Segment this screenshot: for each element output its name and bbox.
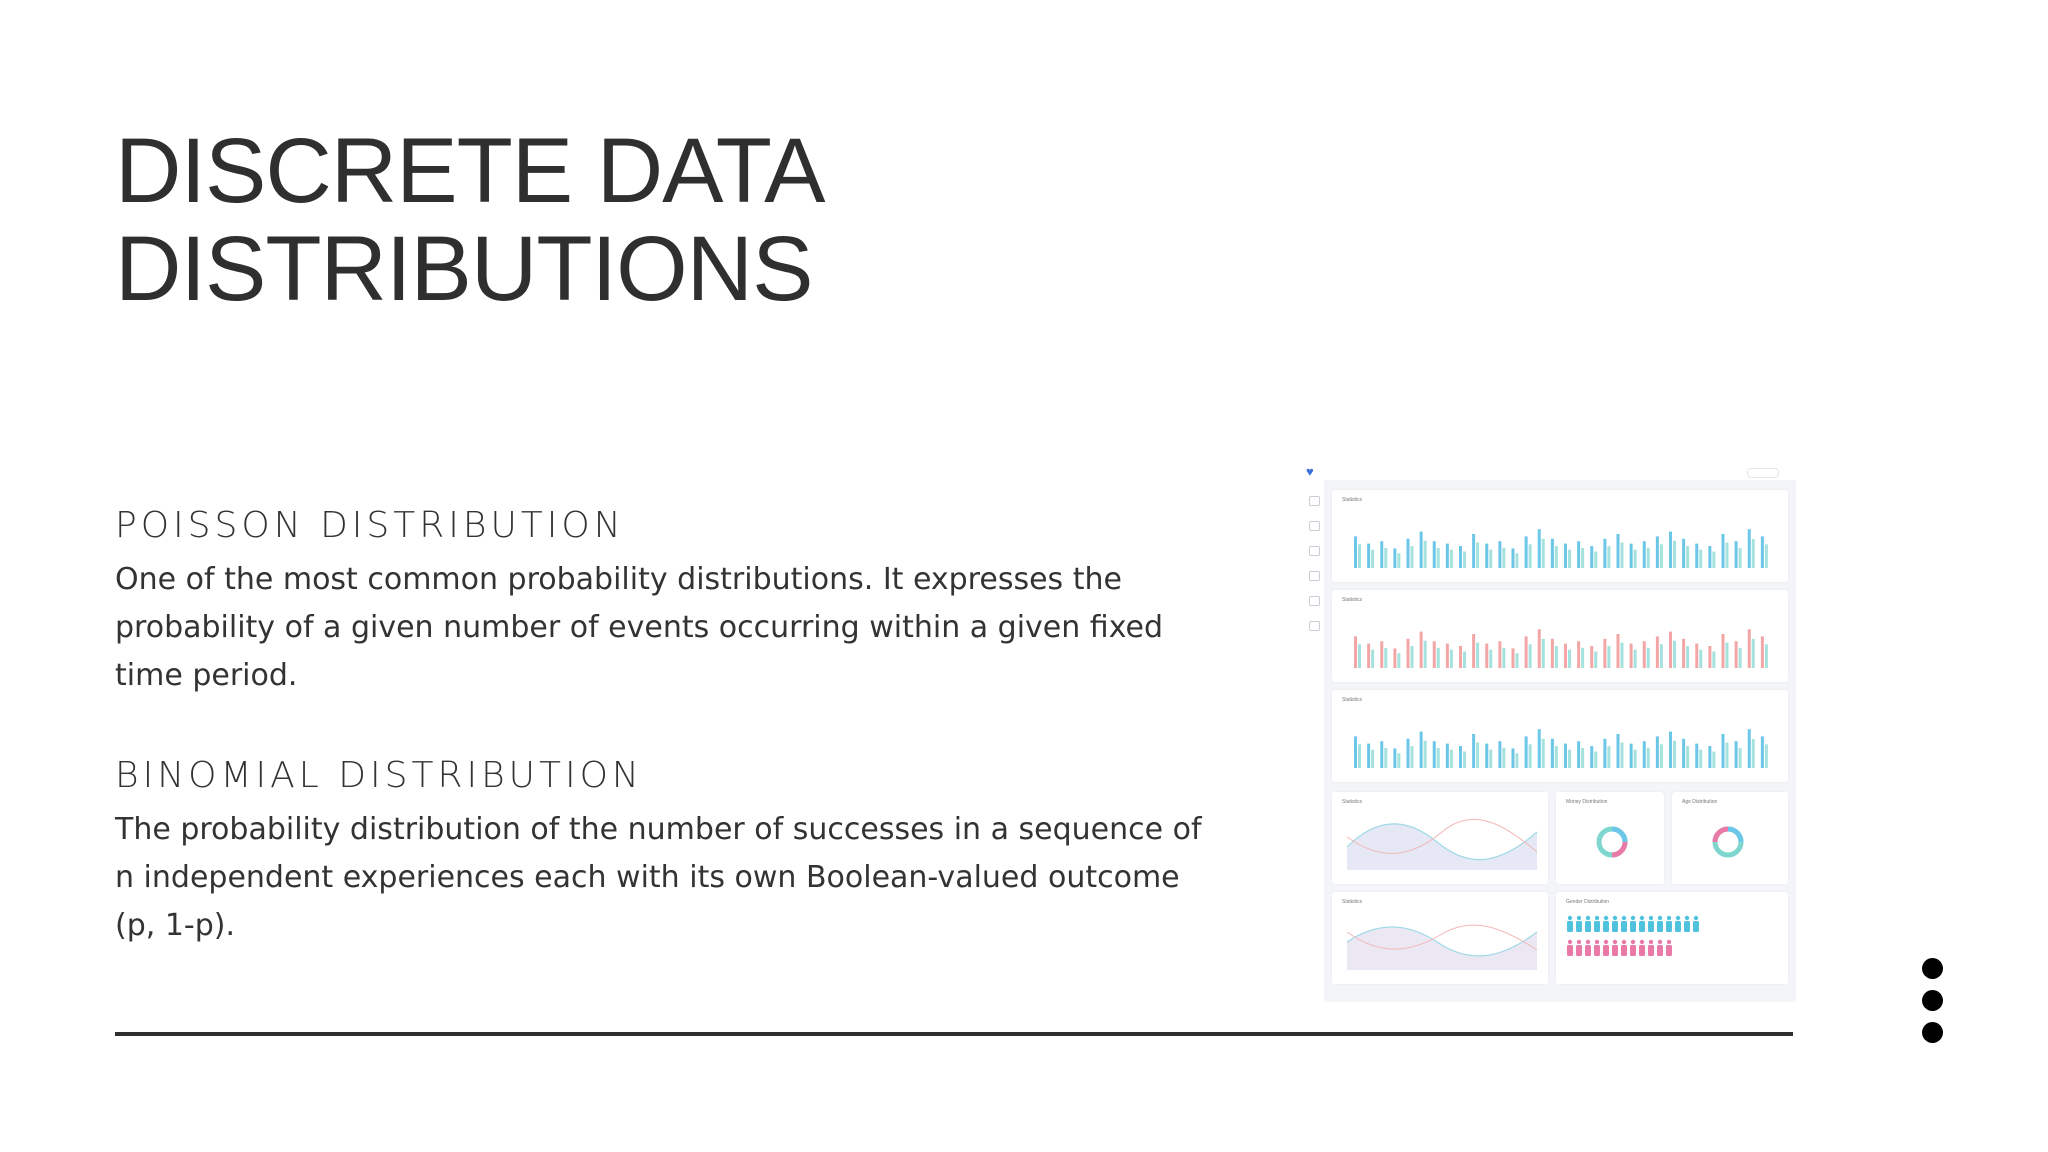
person-icon: [1603, 916, 1609, 932]
stats-card-pink: [1332, 590, 1788, 682]
bar: [1516, 753, 1519, 768]
bar: [1660, 744, 1663, 768]
bar: [1568, 750, 1571, 768]
bar: [1407, 639, 1410, 668]
bar: [1538, 529, 1541, 568]
slide-title-line-1: DISCRETE DATA: [115, 120, 825, 222]
bar: [1708, 746, 1711, 768]
bar: [1354, 536, 1357, 568]
bar: [1722, 734, 1725, 768]
bar: [1450, 750, 1453, 768]
person-icon: [1585, 916, 1591, 932]
poisson-heading: POISSON DISTRIBUTION: [115, 505, 625, 546]
card-title: Statistics: [1342, 697, 1363, 703]
bar: [1617, 734, 1620, 768]
bar: [1660, 644, 1663, 668]
bar: [1367, 544, 1370, 568]
person-icon: [1567, 940, 1573, 956]
bar: [1358, 644, 1361, 668]
bar: [1538, 729, 1541, 768]
bar-chart: [1332, 490, 1788, 582]
bar: [1726, 543, 1729, 569]
bar: [1607, 646, 1610, 668]
bar: [1581, 648, 1584, 668]
bar: [1712, 752, 1715, 769]
bar: [1735, 541, 1738, 568]
bar: [1512, 748, 1515, 768]
bar: [1564, 744, 1567, 768]
bar: [1437, 548, 1440, 568]
bar: [1748, 529, 1751, 568]
person-icon: [1612, 940, 1618, 956]
bar: [1380, 741, 1383, 768]
bar: [1411, 646, 1414, 668]
bar: [1682, 639, 1685, 668]
bar: [1669, 532, 1672, 568]
bar: [1634, 650, 1637, 668]
bar: [1607, 546, 1610, 568]
person-icon: [1576, 940, 1582, 956]
bar: [1367, 744, 1370, 768]
bar: [1472, 734, 1475, 768]
binomial-section: [115, 755, 1205, 950]
bar: [1380, 541, 1383, 568]
bar: [1485, 744, 1488, 768]
person-icon: [1666, 940, 1672, 956]
bar: [1485, 644, 1488, 668]
bar: [1433, 741, 1436, 768]
bar: [1424, 641, 1427, 668]
stats-card-blue: [1332, 490, 1788, 582]
slide-title: [115, 122, 824, 318]
bar: [1463, 652, 1466, 669]
bar: [1673, 541, 1676, 568]
bar: [1459, 546, 1462, 568]
bar: [1617, 534, 1620, 568]
bar: [1384, 648, 1387, 668]
bar: [1735, 741, 1738, 768]
wave-chart: [1332, 792, 1548, 884]
bar: [1765, 644, 1768, 668]
bar: [1656, 636, 1659, 668]
bar: [1459, 746, 1462, 768]
bar: [1354, 636, 1357, 668]
bar: [1489, 750, 1492, 768]
card-title: Gender Distribution: [1566, 899, 1610, 905]
bar: [1726, 743, 1729, 769]
bar-chart: [1332, 590, 1788, 682]
people-chart: [1556, 892, 1788, 984]
bar: [1765, 744, 1768, 768]
person-icon: [1603, 940, 1609, 956]
bar: [1630, 744, 1633, 768]
bar: [1420, 632, 1423, 668]
bar: [1630, 644, 1633, 668]
bar: [1581, 748, 1584, 768]
bar: [1695, 744, 1698, 768]
gender-distribution-card: [1556, 892, 1788, 984]
bar: [1358, 744, 1361, 768]
bar: [1590, 646, 1593, 668]
wave-chart: [1332, 892, 1548, 984]
bar: [1489, 550, 1492, 568]
bar: [1551, 639, 1554, 668]
person-icon: [1576, 916, 1582, 932]
bar: [1761, 536, 1764, 568]
bar: [1424, 541, 1427, 568]
bar: [1594, 652, 1597, 669]
bar: [1603, 739, 1606, 768]
bar: [1699, 750, 1702, 768]
bar: [1695, 544, 1698, 568]
bar: [1590, 746, 1593, 768]
bar: [1634, 550, 1637, 568]
bar: [1542, 539, 1545, 568]
dot: [1922, 958, 1943, 979]
bar: [1752, 739, 1755, 768]
bar: [1630, 544, 1633, 568]
logo-icon: ♥: [1306, 464, 1314, 479]
bar: [1726, 643, 1729, 669]
bar: [1354, 736, 1357, 768]
person-icon: [1648, 940, 1654, 956]
person-icon: [1612, 916, 1618, 932]
person-icon: [1630, 916, 1636, 932]
bar: [1577, 741, 1580, 768]
bar: [1617, 634, 1620, 668]
bar: [1489, 650, 1492, 668]
bar: [1699, 550, 1702, 568]
person-icon: [1594, 940, 1600, 956]
person-icon: [1585, 940, 1591, 956]
bar: [1446, 644, 1449, 668]
bar: [1529, 544, 1532, 568]
bar: [1397, 653, 1400, 668]
bar: [1407, 539, 1410, 568]
sidebar-chat-icon: [1309, 521, 1320, 531]
bar: [1393, 548, 1396, 568]
poisson-section: [115, 505, 1205, 700]
bar: [1538, 629, 1541, 668]
card-title: Statistics: [1342, 497, 1363, 503]
bar: [1420, 732, 1423, 768]
bar: [1502, 648, 1505, 668]
bar: [1568, 650, 1571, 668]
person-icon: [1630, 940, 1636, 956]
bar: [1476, 543, 1479, 569]
bar: [1603, 539, 1606, 568]
bar: [1502, 548, 1505, 568]
bar: [1761, 736, 1764, 768]
bar: [1594, 752, 1597, 769]
bar: [1542, 639, 1545, 668]
bar: [1765, 544, 1768, 568]
bar: [1411, 746, 1414, 768]
bar: [1735, 641, 1738, 668]
slide-title-line-2: DISTRIBUTIONS: [115, 218, 813, 320]
bar: [1384, 748, 1387, 768]
bar: [1712, 652, 1715, 669]
bar: [1512, 648, 1515, 668]
bar: [1437, 648, 1440, 668]
bar: [1708, 546, 1711, 568]
bar: [1669, 732, 1672, 768]
person-icon: [1648, 916, 1654, 932]
bar: [1590, 546, 1593, 568]
dot: [1922, 990, 1943, 1011]
donut-chart: [1556, 792, 1664, 884]
bar: [1656, 736, 1659, 768]
bar: [1581, 548, 1584, 568]
sidebar-lock-icon: [1309, 621, 1320, 631]
bar: [1708, 646, 1711, 668]
bar: [1621, 543, 1624, 569]
bar: [1722, 534, 1725, 568]
bar: [1656, 536, 1659, 568]
bar: [1673, 641, 1676, 668]
person-icon: [1594, 916, 1600, 932]
bar: [1420, 532, 1423, 568]
bar: [1411, 546, 1414, 568]
bar: [1472, 634, 1475, 668]
bar: [1748, 629, 1751, 668]
bar: [1397, 553, 1400, 568]
bar: [1529, 744, 1532, 768]
bar: [1498, 541, 1501, 568]
bar-chart: [1332, 690, 1788, 782]
bar: [1647, 548, 1650, 568]
bar: [1459, 646, 1462, 668]
bar: [1393, 748, 1396, 768]
bar: [1577, 641, 1580, 668]
bar: [1525, 736, 1528, 768]
card-title: Age Distribution: [1682, 799, 1718, 805]
bar: [1555, 546, 1558, 568]
bar: [1371, 750, 1374, 768]
bar: [1739, 648, 1742, 668]
bar: [1498, 741, 1501, 768]
binomial-heading: BINOMIAL DISTRIBUTION: [115, 755, 643, 796]
bar: [1564, 644, 1567, 668]
bar: [1551, 539, 1554, 568]
bar: [1542, 739, 1545, 768]
bar: [1643, 741, 1646, 768]
bar: [1446, 544, 1449, 568]
bar: [1397, 753, 1400, 768]
card-title: Statistics: [1342, 899, 1363, 905]
bar: [1371, 550, 1374, 568]
bar: [1424, 741, 1427, 768]
bar: [1407, 739, 1410, 768]
bar: [1739, 548, 1742, 568]
bar: [1568, 550, 1571, 568]
bar: [1682, 739, 1685, 768]
bar: [1512, 548, 1515, 568]
bar: [1463, 752, 1466, 769]
person-icon: [1639, 916, 1645, 932]
bar: [1564, 544, 1567, 568]
card-title: Money Distribution: [1566, 799, 1608, 805]
person-icon: [1657, 940, 1663, 956]
bar: [1660, 544, 1663, 568]
bar: [1643, 641, 1646, 668]
bar: [1502, 748, 1505, 768]
card-title: Statistics: [1342, 597, 1363, 603]
person-icon: [1693, 916, 1699, 932]
bar: [1761, 636, 1764, 668]
bar: [1621, 743, 1624, 769]
person-icon: [1657, 916, 1663, 932]
bar: [1463, 552, 1466, 569]
sidebar-file-icon: [1309, 596, 1320, 606]
sidebar-settings-icon: [1309, 546, 1320, 556]
bar: [1525, 636, 1528, 668]
bar: [1647, 648, 1650, 668]
bar: [1551, 739, 1554, 768]
bar: [1712, 552, 1715, 569]
person-icon: [1567, 916, 1573, 932]
dashboard-top-button: [1747, 468, 1779, 478]
person-icon: [1639, 940, 1645, 956]
bar: [1437, 748, 1440, 768]
age-distribution-card: [1672, 792, 1788, 884]
bar: [1498, 641, 1501, 668]
bar: [1673, 741, 1676, 768]
bar: [1384, 548, 1387, 568]
bar: [1607, 746, 1610, 768]
bar: [1433, 641, 1436, 668]
bar: [1371, 650, 1374, 668]
bar: [1577, 541, 1580, 568]
poisson-body: One of the most common probability distributions. It expresses the probability of a given number of events occurring within a given fixed time period.: [115, 562, 1164, 693]
bar: [1450, 550, 1453, 568]
bar: [1476, 743, 1479, 769]
bar: [1647, 748, 1650, 768]
bar: [1433, 541, 1436, 568]
divider-line: [115, 1032, 1793, 1036]
stats-card-blue-2: [1332, 690, 1788, 782]
bar: [1380, 641, 1383, 668]
bar: [1446, 744, 1449, 768]
sidebar-users-icon: [1309, 571, 1320, 581]
bar: [1393, 648, 1396, 668]
person-icon: [1621, 940, 1627, 956]
more-options-icon[interactable]: [1922, 958, 1946, 1054]
bar: [1555, 646, 1558, 668]
bar: [1686, 746, 1689, 768]
bar: [1739, 748, 1742, 768]
bar: [1594, 552, 1597, 569]
bar: [1752, 539, 1755, 568]
bar: [1643, 541, 1646, 568]
bar: [1748, 729, 1751, 768]
bar: [1752, 639, 1755, 668]
person-icon: [1666, 916, 1672, 932]
bar: [1682, 539, 1685, 568]
bar: [1634, 750, 1637, 768]
bar: [1472, 534, 1475, 568]
bar: [1450, 650, 1453, 668]
bar: [1621, 643, 1624, 669]
bar: [1669, 632, 1672, 668]
person-icon: [1675, 916, 1681, 932]
bar: [1603, 639, 1606, 668]
binomial-body: The probability distribution of the number of successes in a sequence of n independent experiences each with its own Boolean-valued outcome (p, 1-p).: [115, 812, 1202, 943]
wave-card: [1332, 792, 1548, 884]
money-distribution-card: [1556, 792, 1664, 884]
bar: [1525, 536, 1528, 568]
bar: [1476, 643, 1479, 669]
donut-chart: [1672, 792, 1788, 884]
bar: [1686, 646, 1689, 668]
bar: [1367, 644, 1370, 668]
bar: [1686, 546, 1689, 568]
dashboard-thumbnail: [1300, 462, 1796, 1002]
bar: [1699, 650, 1702, 668]
dot: [1922, 1022, 1943, 1043]
bar: [1485, 544, 1488, 568]
bar: [1516, 653, 1519, 668]
person-icon: [1621, 916, 1627, 932]
bar: [1555, 746, 1558, 768]
bar: [1529, 644, 1532, 668]
sidebar-calendar-icon: [1309, 496, 1320, 506]
bar: [1358, 544, 1361, 568]
bar: [1695, 644, 1698, 668]
bar: [1516, 553, 1519, 568]
bar: [1722, 634, 1725, 668]
person-icon: [1684, 916, 1690, 932]
card-title: Statistics: [1342, 799, 1363, 805]
wave-card-2: [1332, 892, 1548, 984]
